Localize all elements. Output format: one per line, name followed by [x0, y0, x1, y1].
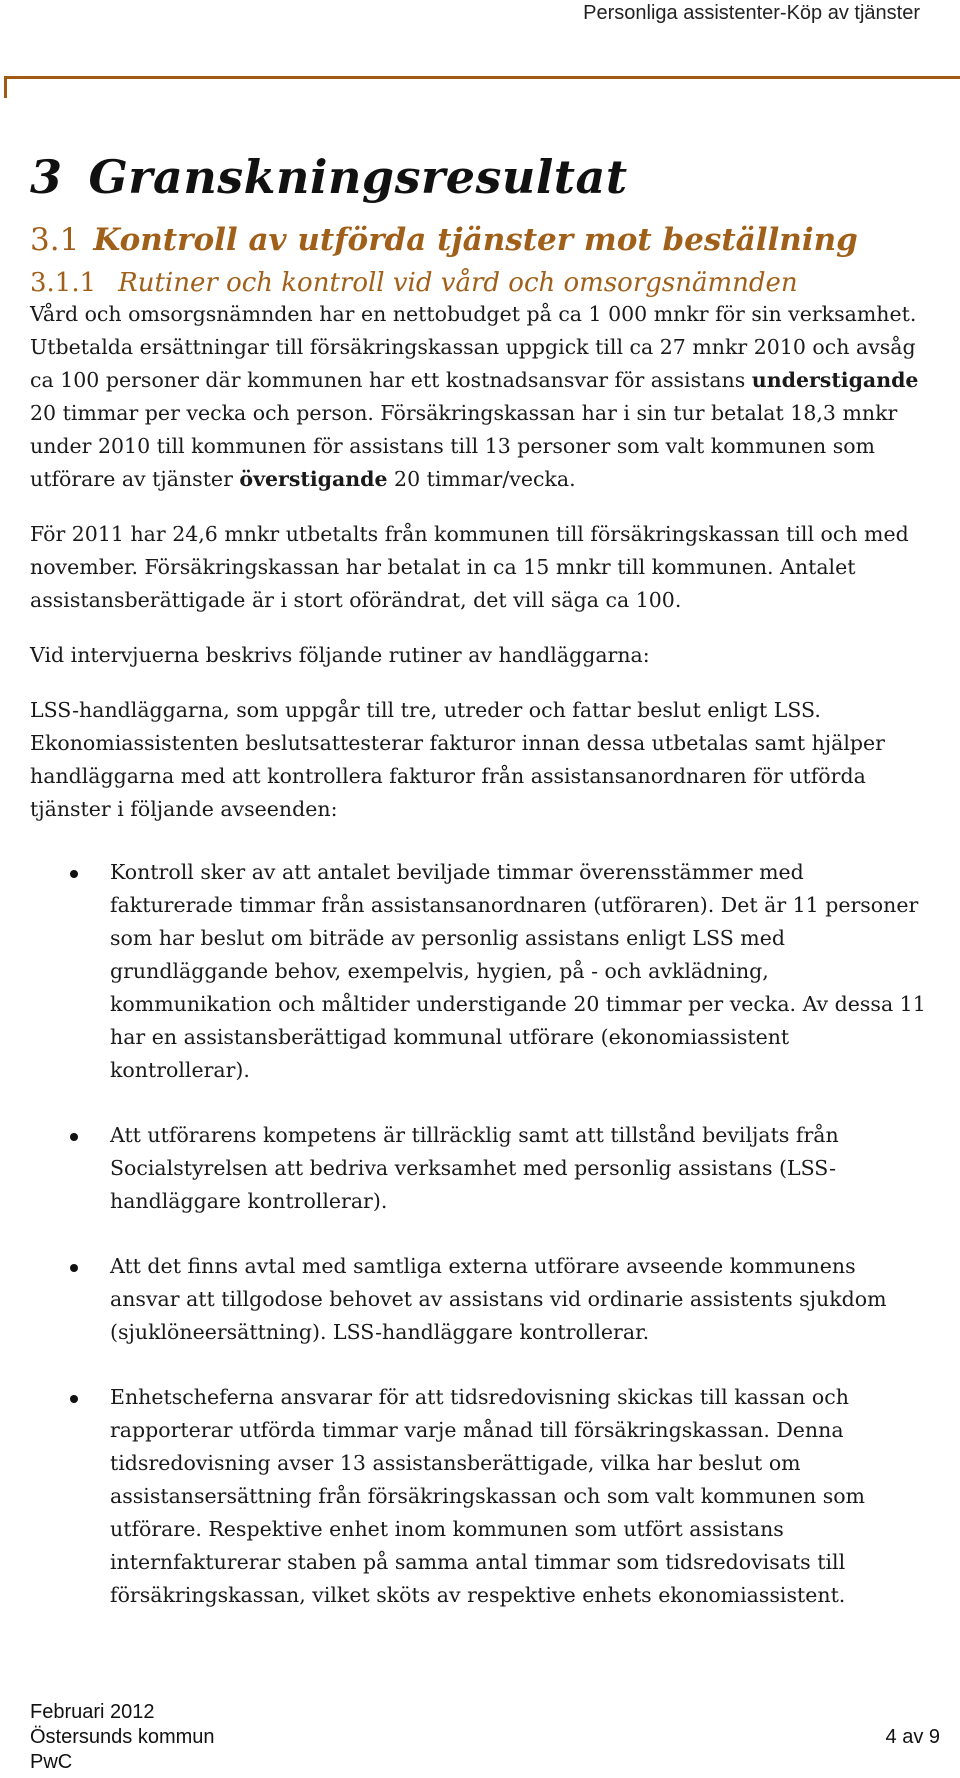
footer-organization: Östersunds kommun [30, 1726, 215, 1748]
bullet-icon [70, 1264, 78, 1272]
heading-1-number: 3 [30, 150, 63, 204]
emphasis-overstigande: överstigande [239, 467, 388, 491]
paragraph-2011: För 2011 har 24,6 mnkr utbetalts från kommunen till försäkringskassan till och med november. Försäkringskassan har betalat in ca 15 mnkr till kommunen. Antalet assistansberättigade är i stort oförändrat, det vill säga ca 100. [30, 522, 909, 612]
paragraph-budget [30, 298, 930, 496]
heading-3 [30, 268, 930, 298]
list-item [30, 1381, 930, 1612]
footer-firm: PwC [30, 1751, 73, 1773]
header-rule [4, 76, 960, 79]
control-list [30, 856, 930, 1612]
paragraph-lss: LSS-handläggarna, som uppgår till tre, utreder och fattar beslut enligt LSS. Ekonomiassistenten beslutsattesterar fakturor innan dessa utbetalas samt hjälper handläggarna med att kontrollera fakturor från assistansanordnaren för utförda tjänster i följande avseenden: [30, 698, 885, 821]
heading-2-number: 3.1 [30, 222, 80, 258]
heading-1-text: Granskningsresultat [88, 150, 628, 204]
paragraph-budget-part3: 20 timmar/vecka. [387, 467, 576, 491]
heading-1 [30, 150, 930, 204]
list-item [30, 1119, 930, 1218]
bullet-icon [70, 1395, 78, 1403]
bullet-icon [70, 870, 78, 878]
running-header: Personliga assistenter-Köp av tjänster [583, 2, 920, 24]
heading-2 [30, 222, 930, 258]
list-item [30, 1250, 930, 1349]
list-item [30, 856, 930, 1087]
page-number: 4 av 9 [885, 1726, 940, 1748]
paragraph-budget-part1: Vård och omsorgsnämnden har en nettobudget på ca 1 000 mnkr för sin verksamhet. Utbetalda ersättningar till försäkringskassan uppgick till ca 27 mnkr 2010 och avsåg ca 100 personer där kommunen har ett kostnadsansvar för assistans [30, 302, 917, 392]
footer-date: Februari 2012 [30, 1701, 155, 1723]
heading-3-number: 3.1.1 [30, 268, 97, 298]
paragraph-interviews: Vid intervjuerna beskrivs följande rutiner av handläggarna: [30, 643, 650, 667]
paragraph-budget-part2: 20 timmar per vecka och person. Försäkringskassan har i sin tur betalat 18,3 mnkr under 2010 till kommunen för assistans till 13 personer som valt kommunen som utförare av tjänster [30, 401, 898, 491]
emphasis-understigande: understigande [751, 368, 919, 392]
document-body [30, 150, 930, 1644]
list-item-text: Kontroll sker av att antalet beviljade timmar överensstämmer med fakturerade timmar från assistansanordnaren (utföraren). Det är 11 personer som har beslut om biträde av personlig assistans enligt LSS med grundläggande behov, exempelvis, hygien, på - och avklädning, kommunikation och måltider understigande 20 timmar per vecka. Av dessa 11 har en assistansberättigad kommunal utförare (ekonomiassistent kontrollerar). [110, 860, 926, 1082]
heading-3-text: Rutiner och kontroll vid vård och omsorgsnämnden [118, 268, 798, 298]
heading-2-text: Kontroll av utförda tjänster mot beställning [93, 222, 858, 258]
page-footer [30, 1700, 940, 1775]
list-item-text: Att utförarens kompetens är tillräcklig samt att tillstånd beviljats från Socialstyrelsen att bedriva verksamhet med personlig assistans (LSS-handläggare kontrollerar). [110, 1123, 839, 1213]
list-item-text: Att det finns avtal med samtliga externa utförare avseende kommunens ansvar att tillgodose behovet av assistans vid ordinarie assistents sjukdom (sjuklöneersättning). LSS-handläggare kontrollerar. [110, 1254, 887, 1344]
bullet-icon [70, 1133, 78, 1141]
list-item-text: Enhetscheferna ansvarar för att tidsredovisning skickas till kassan och rapporterar utförda timmar varje månad till försäkringskassan. Denna tidsredovisning avser 13 assistansberättigade, vilka har beslut om assistansersättning från försäkringskassan och som valt kommunen som utförare. Respektive enhet inom kommunen som utfört assistans internfakturerar staben på samma antal timmar som tidsredovisats till försäkringskassan, vilket sköts av respektive enhets ekonomiassistent. [110, 1385, 865, 1607]
